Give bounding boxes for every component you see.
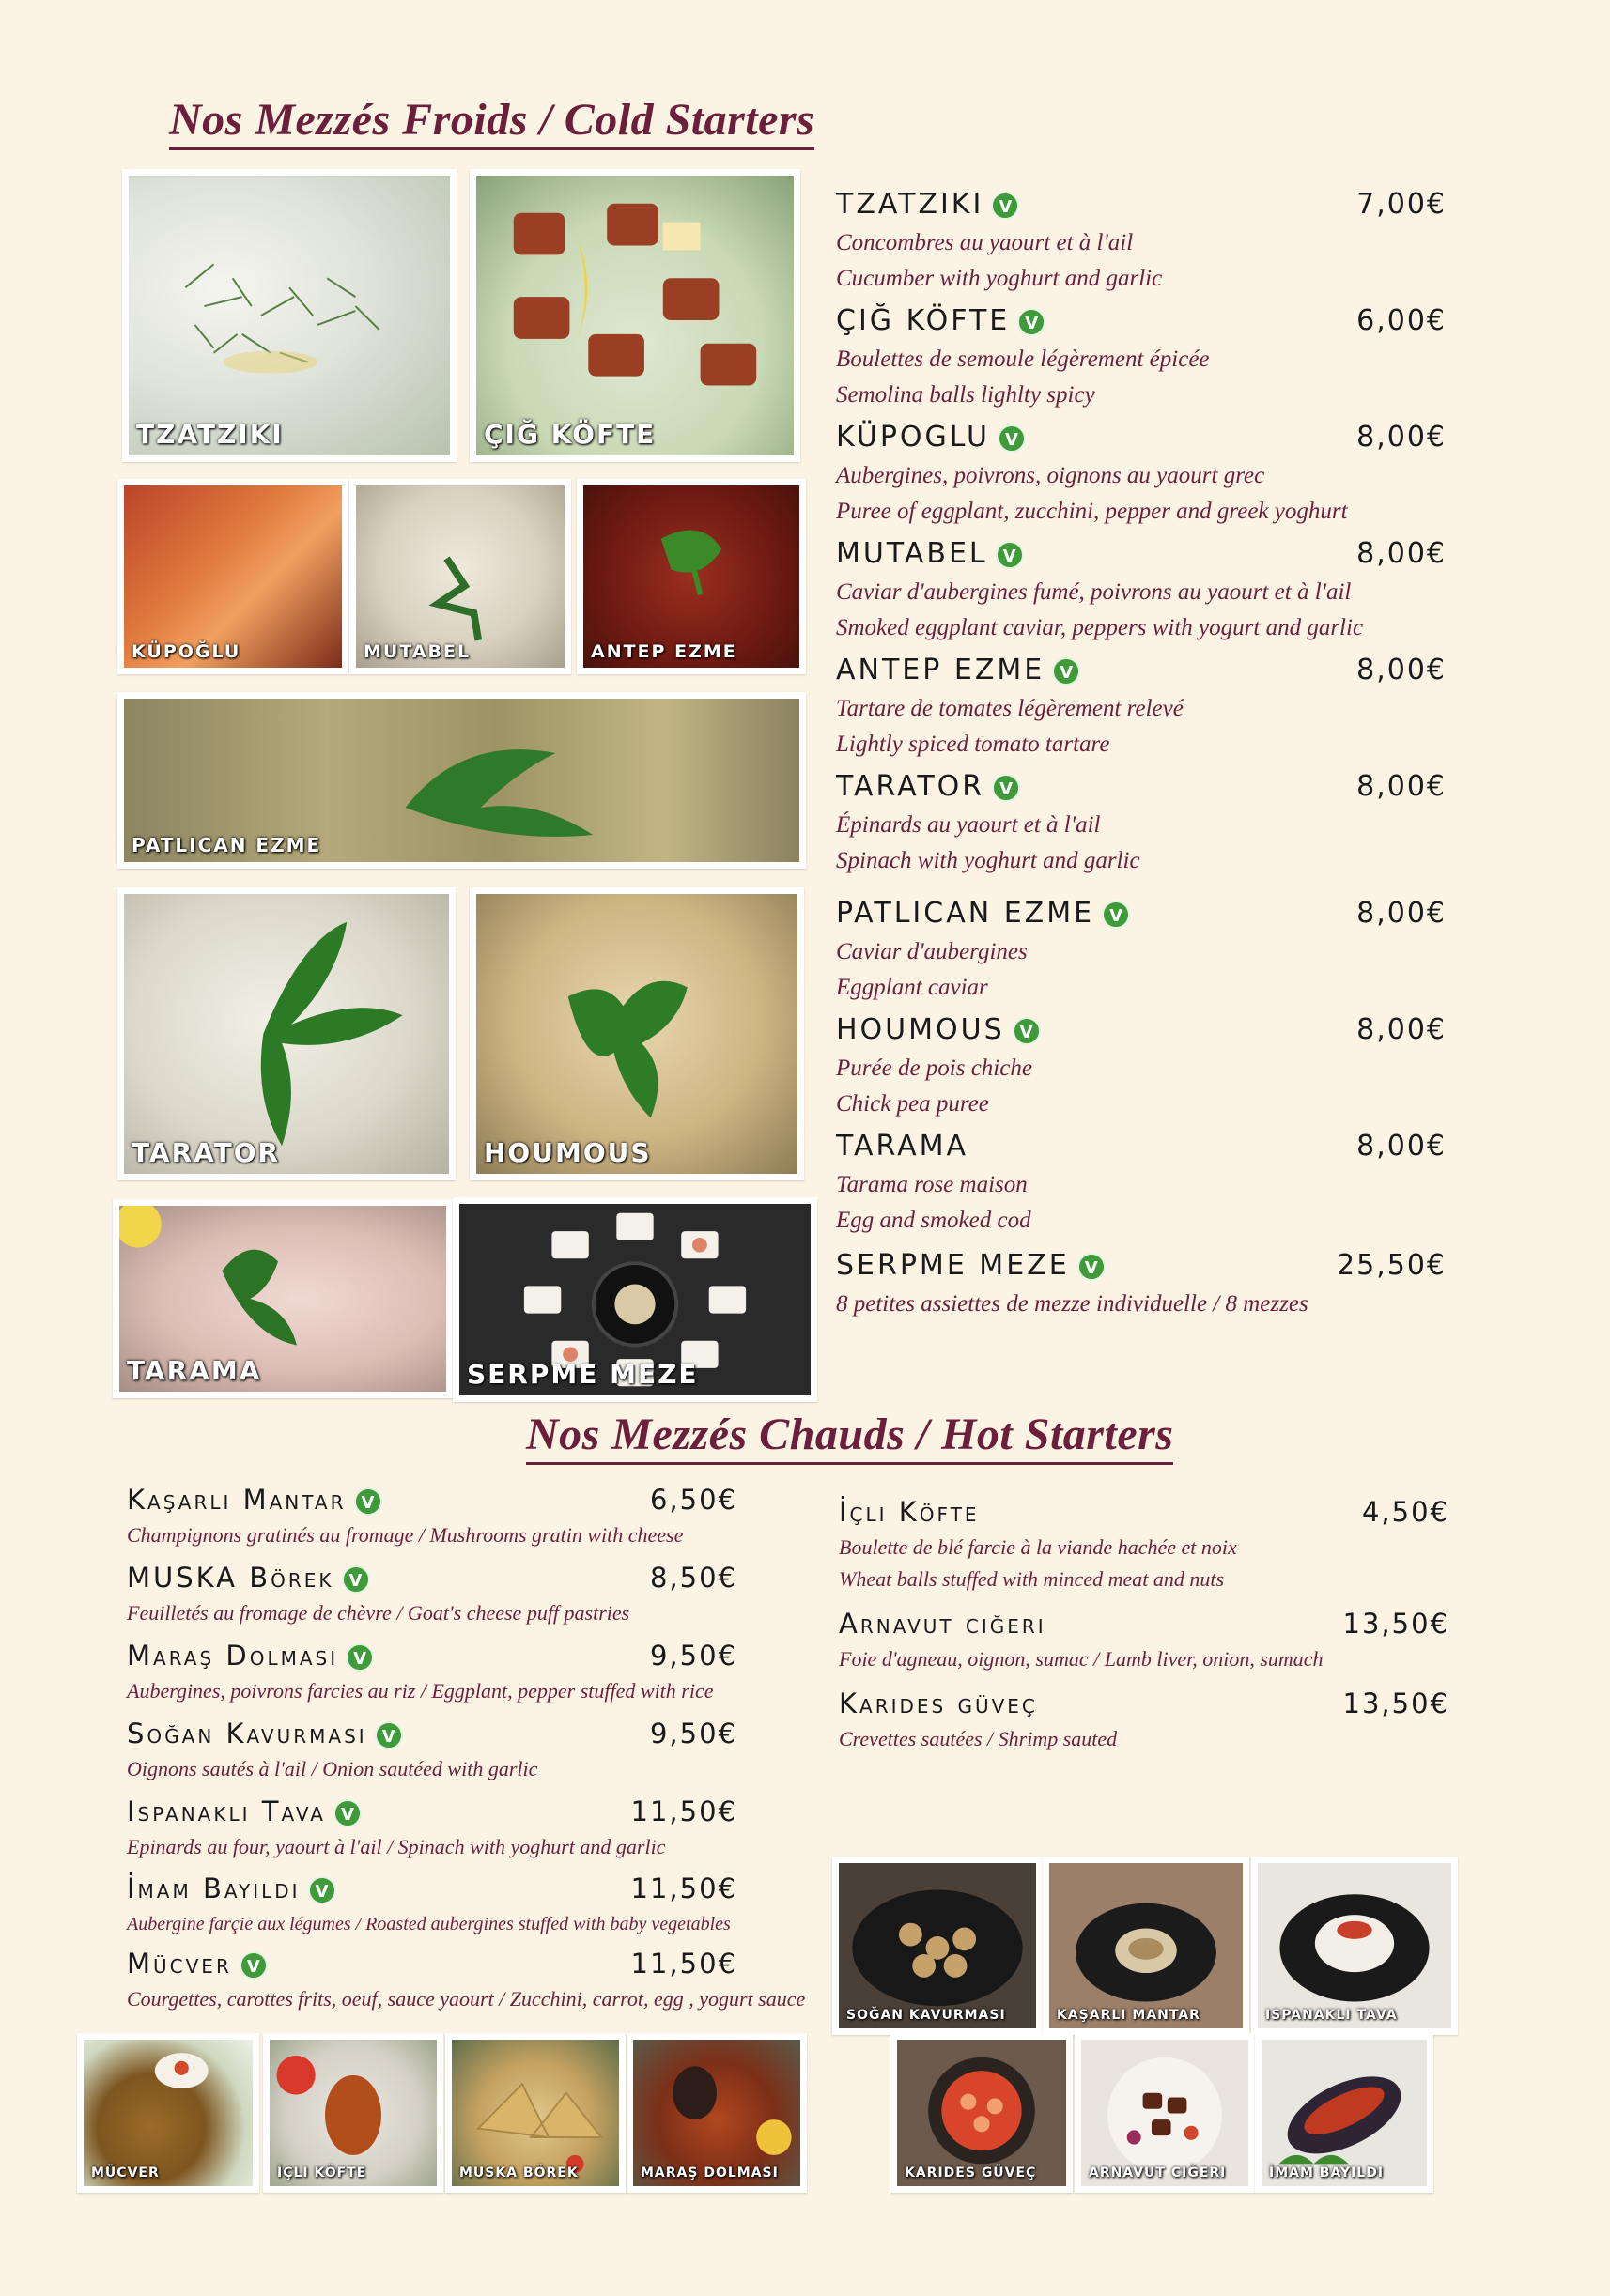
item-name: [836, 654, 1080, 686]
vegetarian-icon: V: [1017, 308, 1045, 336]
hot-menu-item: [127, 1872, 737, 1940]
item-name: [839, 1496, 980, 1528]
photo-caption: HOUMOUS: [484, 1137, 652, 1168]
photo-tarama: [113, 1199, 453, 1398]
mutabel-illustration: [356, 485, 565, 668]
cold-menu-item: [836, 1130, 1447, 1239]
vegetarian-icon: V: [1052, 657, 1080, 686]
vegetarian-icon: V: [354, 1487, 382, 1516]
vegetarian-icon: V: [375, 1721, 403, 1749]
item-description-en: Chick pea puree: [836, 1091, 989, 1117]
item-name: [836, 770, 1020, 803]
item-name-text: İmam Bayildi: [127, 1872, 301, 1904]
photo-caption: MUTABEL: [364, 641, 472, 662]
item-name-text: PATLICAN EZME: [836, 897, 1095, 930]
item-row: [127, 1948, 737, 1983]
muska-borek-illustration: [452, 2040, 619, 2186]
photo-caption: İÇLI KÖFTE: [277, 2165, 367, 2180]
item-description: Aubergine farçie aux légumes / Roasted aubergines stuffed with baby vegetables: [127, 1914, 731, 1934]
photo-caption: SOĞAN KAVURMASI: [846, 2008, 1006, 2023]
item-price: 8,00€: [1356, 654, 1447, 686]
photo-houmous: [470, 887, 804, 1180]
item-description-en: Semolina balls lighlty spicy: [836, 382, 1095, 408]
item-name: [127, 1718, 403, 1749]
item-description-fr: Boulette de blé farcie à la viande hachée et noix: [839, 1535, 1237, 1559]
item-name-text: Arnavut ciğeri: [839, 1608, 1046, 1640]
item-name: [127, 1484, 382, 1516]
photo-caption: MARAŞ DOLMASI: [641, 2165, 779, 2180]
item-name: [127, 1872, 336, 1904]
item-row: [127, 1484, 737, 1519]
photo-mutabel: [349, 479, 571, 674]
photo-icli-kofte: [263, 2033, 443, 2193]
item-row: [836, 1013, 1447, 1051]
item-price: 8,00€: [1356, 1130, 1447, 1163]
item-description-fr: Caviar d'aubergines: [836, 939, 1028, 964]
cold-menu-item: [836, 421, 1447, 530]
hot-menu-item: [127, 1484, 737, 1551]
cig-kofte-illustration: [476, 176, 794, 455]
item-price: 8,00€: [1356, 1013, 1447, 1046]
item-price: 11,50€: [630, 1872, 737, 1904]
item-description-en: Eggplant caviar: [836, 975, 988, 1000]
item-name: [836, 1249, 1106, 1282]
item-name-text: SERPME MEZE: [836, 1249, 1070, 1282]
antep-ezme-illustration: [583, 485, 799, 668]
vegetarian-icon: V: [333, 1799, 362, 1827]
cold-menu-item: [836, 1013, 1447, 1122]
item-description-fr: Aubergines, poivrons, oignons au yaourt grec: [836, 463, 1265, 488]
photo-caption: MUSKA BÖREK: [459, 2165, 579, 2180]
item-name-text: MUSKA Börek: [127, 1562, 334, 1594]
item-row: [836, 654, 1447, 691]
item-description-en: Lightly spiced tomato tartare: [836, 732, 1110, 757]
vegetarian-icon: V: [342, 1565, 370, 1594]
vegetarian-icon: V: [1013, 1017, 1041, 1045]
item-row: [836, 421, 1447, 458]
item-price: 13,50€: [1342, 1608, 1449, 1640]
photo-caption: TZATZIKI: [136, 419, 284, 450]
item-description: Epinards au four, yaourt à l'ail / Spinach with yoghurt and garlic: [127, 1835, 666, 1858]
photo-maras-dolmasi: [627, 2033, 807, 2193]
item-name-text: TARAMA: [836, 1130, 969, 1163]
item-description-en: Puree of eggplant, zucchini, pepper and greek yoghurt: [836, 499, 1348, 524]
item-price: 9,50€: [649, 1718, 737, 1749]
item-name: [839, 1687, 1038, 1719]
cold-menu-item: [836, 897, 1447, 1006]
cold-menu-item: [836, 770, 1447, 879]
item-description-fr: Caviar d'aubergines fumé, poivrons au yaourt et à l'ail: [836, 579, 1352, 605]
item-description: Champignons gratinés au fromage / Mushrooms gratin with cheese: [127, 1523, 684, 1547]
item-row: [836, 188, 1447, 225]
item-name-text: Mücver: [127, 1948, 232, 1980]
item-description-en: Wheat balls stuffed with minced meat and nuts: [839, 1567, 1225, 1591]
item-row: [127, 1562, 737, 1597]
mucver-illustration: [84, 2040, 253, 2186]
item-name: [127, 1795, 362, 1827]
item-name-text: KÜPOGLU: [836, 421, 990, 454]
hot-menu-item: [127, 1562, 737, 1629]
cold-menu-item: [836, 304, 1447, 413]
hot-menu-item: [127, 1640, 737, 1707]
vegetarian-icon: V: [1102, 901, 1130, 929]
cold-menu-item: [836, 188, 1447, 297]
item-row: [839, 1687, 1449, 1723]
item-name-text: HOUMOUS: [836, 1013, 1005, 1046]
houmous-illustration: [476, 894, 797, 1174]
cold-menu-item: [836, 537, 1447, 646]
photo-imam-bayildi: [1255, 2033, 1433, 2193]
vegetarian-icon: V: [998, 424, 1026, 453]
item-name-text: Ispanakli Tava: [127, 1795, 326, 1827]
item-name-text: Karides güveç: [839, 1687, 1038, 1719]
photo-kasarli-mantar: [1043, 1857, 1249, 2035]
item-row: [839, 1496, 1449, 1532]
sogan-kavurmasi-illustration: [839, 1863, 1036, 2028]
hot-menu-item: [127, 1718, 737, 1785]
item-price: 13,50€: [1342, 1687, 1449, 1719]
item-description-fr: Boulettes de semoule légèrement épicée: [836, 347, 1210, 372]
item-name-text: Soğan Kavurmasi: [127, 1718, 367, 1749]
photo-antep-ezme: [577, 479, 806, 674]
item-description: Oignons sautés à l'ail / Onion sautéed with garlic: [127, 1757, 538, 1780]
item-description-fr: Épinards au yaourt et à l'ail: [836, 812, 1101, 838]
item-row: [127, 1795, 737, 1831]
hot-menu-item: [839, 1687, 1449, 1755]
item-price: 11,50€: [630, 1948, 737, 1980]
ispanakli-tava-illustration: [1258, 1863, 1451, 2028]
item-row: [836, 304, 1447, 342]
item-description: Courgettes, carottes frits, oeuf, sauce yaourt / Zucchini, carrot, egg , yogurt sauce: [127, 1987, 806, 2011]
item-name-text: Kaşarli Mantar: [127, 1484, 347, 1516]
photo-caption: KÜPOĞLU: [132, 641, 241, 662]
item-row: [836, 537, 1447, 575]
item-name: [839, 1608, 1046, 1640]
photo-caption: ARNAVUT CIĞERI: [1089, 2165, 1227, 2180]
item-price: 9,50€: [649, 1640, 737, 1672]
vegetarian-icon: V: [240, 1951, 268, 1980]
photo-caption: TARAMA: [127, 1355, 262, 1386]
item-description-fr: Tartare de tomates légèrement relevé: [836, 696, 1184, 721]
item-row: [127, 1872, 737, 1908]
vegetarian-icon: V: [346, 1643, 374, 1672]
item-name: [836, 188, 1019, 221]
item-name-text: ÇIĞ KÖFTE: [836, 304, 1011, 337]
vegetarian-icon: V: [308, 1876, 336, 1904]
item-description-en: Egg and smoked cod: [836, 1208, 1031, 1233]
photo-caption: İMAM BAYILDI: [1269, 2165, 1385, 2180]
item-name-text: TARATOR: [836, 770, 985, 803]
photo-cig-kofte: [470, 169, 800, 462]
item-row: [836, 1130, 1447, 1167]
item-description-en: Smoked eggplant caviar, peppers with yogurt and garlic: [836, 615, 1364, 640]
tzatziki-illustration: [129, 176, 450, 455]
item-name-text: ANTEP EZME: [836, 654, 1045, 686]
item-description-en: Cucumber with yoghurt and garlic: [836, 266, 1163, 291]
item-price: 7,00€: [1356, 188, 1447, 221]
item-name-text: TZATZIKI: [836, 188, 984, 221]
vegetarian-icon: V: [996, 541, 1024, 569]
item-row: [836, 897, 1447, 934]
item-price: 8,00€: [1356, 770, 1447, 803]
item-row: [127, 1640, 737, 1675]
item-row: [836, 1249, 1447, 1287]
item-description: Aubergines, poivrons farcies au riz / Eggplant, pepper stuffed with rice: [127, 1679, 714, 1703]
item-name-text: Maraş Dolmasi: [127, 1640, 339, 1672]
photo-arnavut-cigeri: [1075, 2033, 1255, 2193]
item-price: 25,50€: [1337, 1249, 1447, 1282]
photo-caption: MÜCVER: [91, 2165, 160, 2180]
vegetarian-icon: V: [1077, 1253, 1106, 1281]
item-name: [836, 304, 1045, 337]
cold-menu-item: [836, 654, 1447, 763]
photo-patlican-ezme: [117, 692, 806, 869]
karides-guvec-illustration: [897, 2040, 1066, 2186]
item-name-text: MUTABEL: [836, 537, 988, 570]
item-description-fr: 8 petites assiettes de mezze individuelle / 8 mezzes: [836, 1291, 1308, 1317]
photo-tzatziki: [122, 169, 457, 462]
item-name: [836, 897, 1130, 930]
item-row: [839, 1608, 1449, 1643]
item-description: Foie d'agneau, oignon, sumac / Lamb liver, onion, sumach: [839, 1647, 1324, 1671]
photo-caption: KARIDES GÜVEÇ: [905, 2165, 1037, 2180]
item-name: [836, 537, 1024, 570]
arnavut-cigeri-illustration: [1081, 2040, 1248, 2186]
item-name: [836, 1130, 968, 1163]
photo-caption: TARATOR: [132, 1137, 281, 1168]
photo-muska-borek: [445, 2033, 626, 2193]
item-price: 8,00€: [1356, 537, 1447, 570]
item-price: 6,00€: [1356, 304, 1447, 337]
item-price: 8,00€: [1356, 897, 1447, 930]
item-name-text: İçli Köfte: [839, 1496, 980, 1528]
item-price: 4,50€: [1361, 1496, 1449, 1528]
photo-karides-guvec: [890, 2033, 1073, 2193]
item-description-en: Spinach with yoghurt and garlic: [836, 848, 1140, 873]
imam-bayildi-illustration: [1262, 2040, 1427, 2186]
hot-starters-title: Nos Mezzés Chauds / Hot Starters: [526, 1409, 1173, 1465]
item-description: Feuilletés au fromage de chèvre / Goat's cheese puff pastries: [127, 1601, 630, 1625]
kasarli-mantar-illustration: [1049, 1863, 1243, 2028]
hot-menu-item: [127, 1948, 806, 2015]
item-name: [836, 1013, 1041, 1046]
item-name: [127, 1562, 370, 1594]
hot-menu-item: [127, 1795, 737, 1863]
item-description-fr: Tarama rose maison: [836, 1172, 1028, 1197]
item-name: [127, 1948, 268, 1980]
item-row: [127, 1718, 737, 1753]
hot-menu-item: [839, 1496, 1449, 1595]
cold-starters-title: Nos Mezzés Froids / Cold Starters: [169, 94, 814, 150]
photo-caption: KAŞARLI MANTAR: [1057, 2008, 1200, 2023]
icli-kofte-illustration: [270, 2040, 437, 2186]
hot-menu-item: [839, 1608, 1449, 1675]
photo-ispanakli-tava: [1251, 1857, 1458, 2035]
photo-mucver: [77, 2033, 259, 2193]
item-description: Crevettes sautées / Shrimp sauted: [839, 1727, 1118, 1750]
photo-caption: ÇIĞ KÖFTE: [484, 419, 657, 450]
tarator-illustration: [124, 894, 449, 1174]
item-description-fr: Purée de pois chiche: [836, 1056, 1032, 1081]
item-name: [836, 421, 1026, 454]
vegetarian-icon: V: [992, 774, 1020, 802]
vegetarian-icon: V: [991, 192, 1019, 220]
item-row: [836, 770, 1447, 808]
photo-kupoglu: [117, 479, 348, 674]
item-price: 8,50€: [649, 1562, 737, 1594]
photo-caption: ANTEP EZME: [591, 641, 737, 662]
item-price: 6,50€: [649, 1484, 737, 1516]
photo-sogan-kavurmasi: [832, 1857, 1043, 2035]
item-price: 8,00€: [1356, 421, 1447, 454]
photo-caption: ISPANAKLI TAVA: [1265, 2008, 1398, 2023]
photo-caption: PATLICAN EZME: [132, 834, 322, 856]
cold-menu-item: [836, 1249, 1447, 1322]
photo-serpme-meze: [453, 1197, 817, 1402]
photo-caption: SERPME MEZE: [467, 1359, 699, 1390]
item-description-fr: Concombres au yaourt et à l'ail: [836, 230, 1134, 255]
photo-tarator: [117, 887, 456, 1180]
maras-dolmasi-illustration: [633, 2040, 800, 2186]
item-name: [127, 1640, 374, 1672]
item-price: 11,50€: [630, 1795, 737, 1827]
